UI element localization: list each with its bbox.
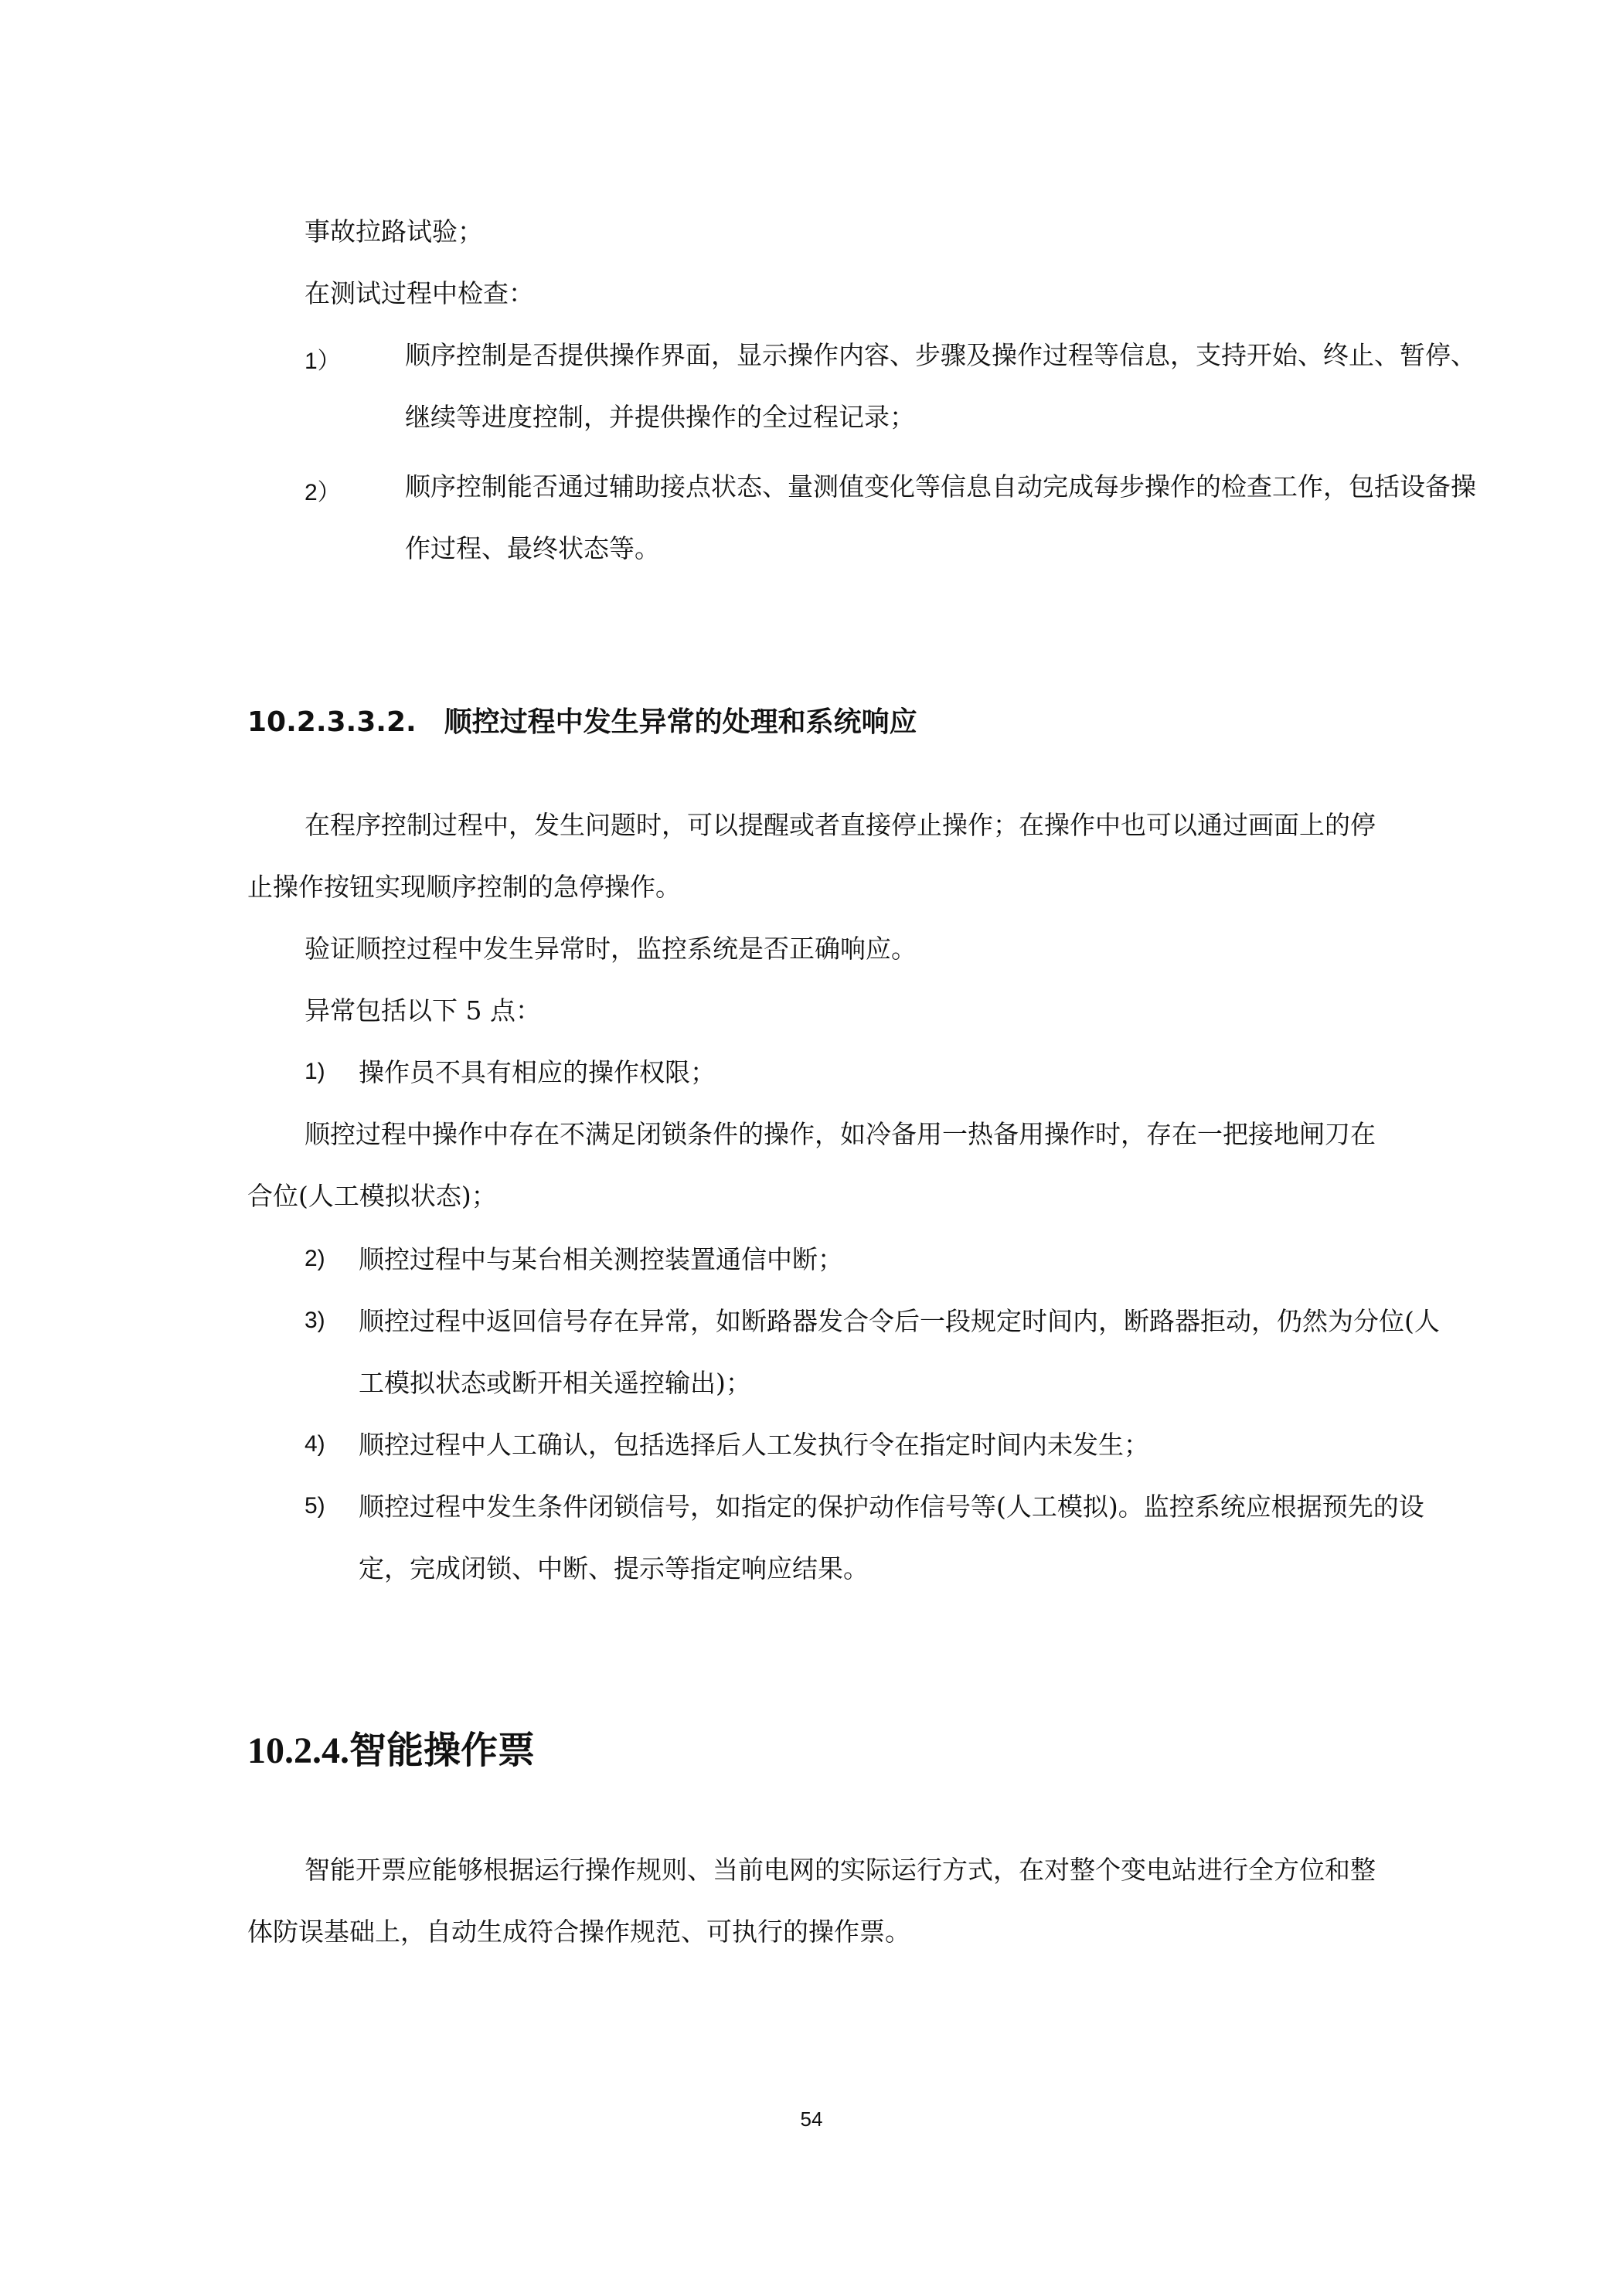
list-item-text: 顺控过程中发生条件闭锁信号，如指定的保护动作信号等(人工模拟)。监控系统应根据预先的设定，完成闭锁、中断、提示等指定响应结果。 [359,1492,1424,1583]
list-item-text: 顺控过程中与某台相关测控装置通信中断； [359,1244,843,1274]
list-item-number: 5) [305,1493,325,1519]
list-item-text: 顺控过程中返回信号存在异常，如断路器发合令后一段规定时间内，断路器拒动，仍然为分位(人工模拟状态或断开相关遥控输出)； [359,1306,1440,1398]
section-heading-text: 顺控过程中发生异常的处理和系统响应 [444,706,917,738]
paragraph-verify-response: 验证顺控过程中发生异常时，监控系统是否正确响应。 [305,934,917,964]
list-item-number: 2） [305,480,341,505]
section-heading-10-2-4 [247,1723,535,1778]
page-number: 54 [800,2107,823,2131]
paragraph-control-process: 在程序控制过程中，发生问题时，可以提醒或者直接停止操作；在操作中也可以通过画面上的停止操作按钮实现顺序控制的急停操作。 [247,810,1376,902]
list-item-text: 顺序控制是否提供操作界面，显示操作内容、步骤及操作过程等信息，支持开始、终止、暂停、继续等进度控制，并提供操作的全过程记录； [405,340,1476,432]
list-item-number: 1） [305,349,341,374]
list-item-text: 顺序控制能否通过辅助接点状态、量测值变化等信息自动完成每步操作的检查工作，包括设备操作过程、最终状态等。 [405,471,1476,563]
list-item-number: 4) [305,1431,325,1457]
paragraph-check-intro: 在测试过程中检查： [305,278,534,308]
paragraph-accident-test: 事故拉路试验； [305,216,483,247]
paragraph-smart-ticket: 智能开票应能够根据运行操作规则、当前电网的实际运行方式，在对整个变电站进行全方位和整体防误基础上，自动生成符合操作规范、可执行的操作票。 [247,1855,1376,1947]
paragraph-interlock-condition: 顺控过程中操作中存在不满足闭锁条件的操作，如冷备用一热备用操作时，存在一把接地闸刀在合位(人工模拟状态)； [247,1119,1376,1211]
section-heading-number: 10.2.4. [247,1730,349,1771]
section-heading-10-2-3-3-2 [247,699,917,746]
section-heading-number: 10.2.3.3.2. [247,706,417,738]
paragraph-anomaly-count: 异常包括以下 5 点： [305,995,541,1026]
list-item-number: 1) [305,1059,325,1084]
list-item-text: 顺控过程中人工确认，包括选择后人工发执行令在指定时间内未发生； [359,1430,1149,1460]
list-item-number: 2) [305,1246,325,1271]
list-item-text: 操作员不具有相应的操作权限； [359,1057,716,1087]
list-item-number: 3) [305,1308,325,1333]
section-heading-text: 智能操作票 [349,1729,536,1772]
